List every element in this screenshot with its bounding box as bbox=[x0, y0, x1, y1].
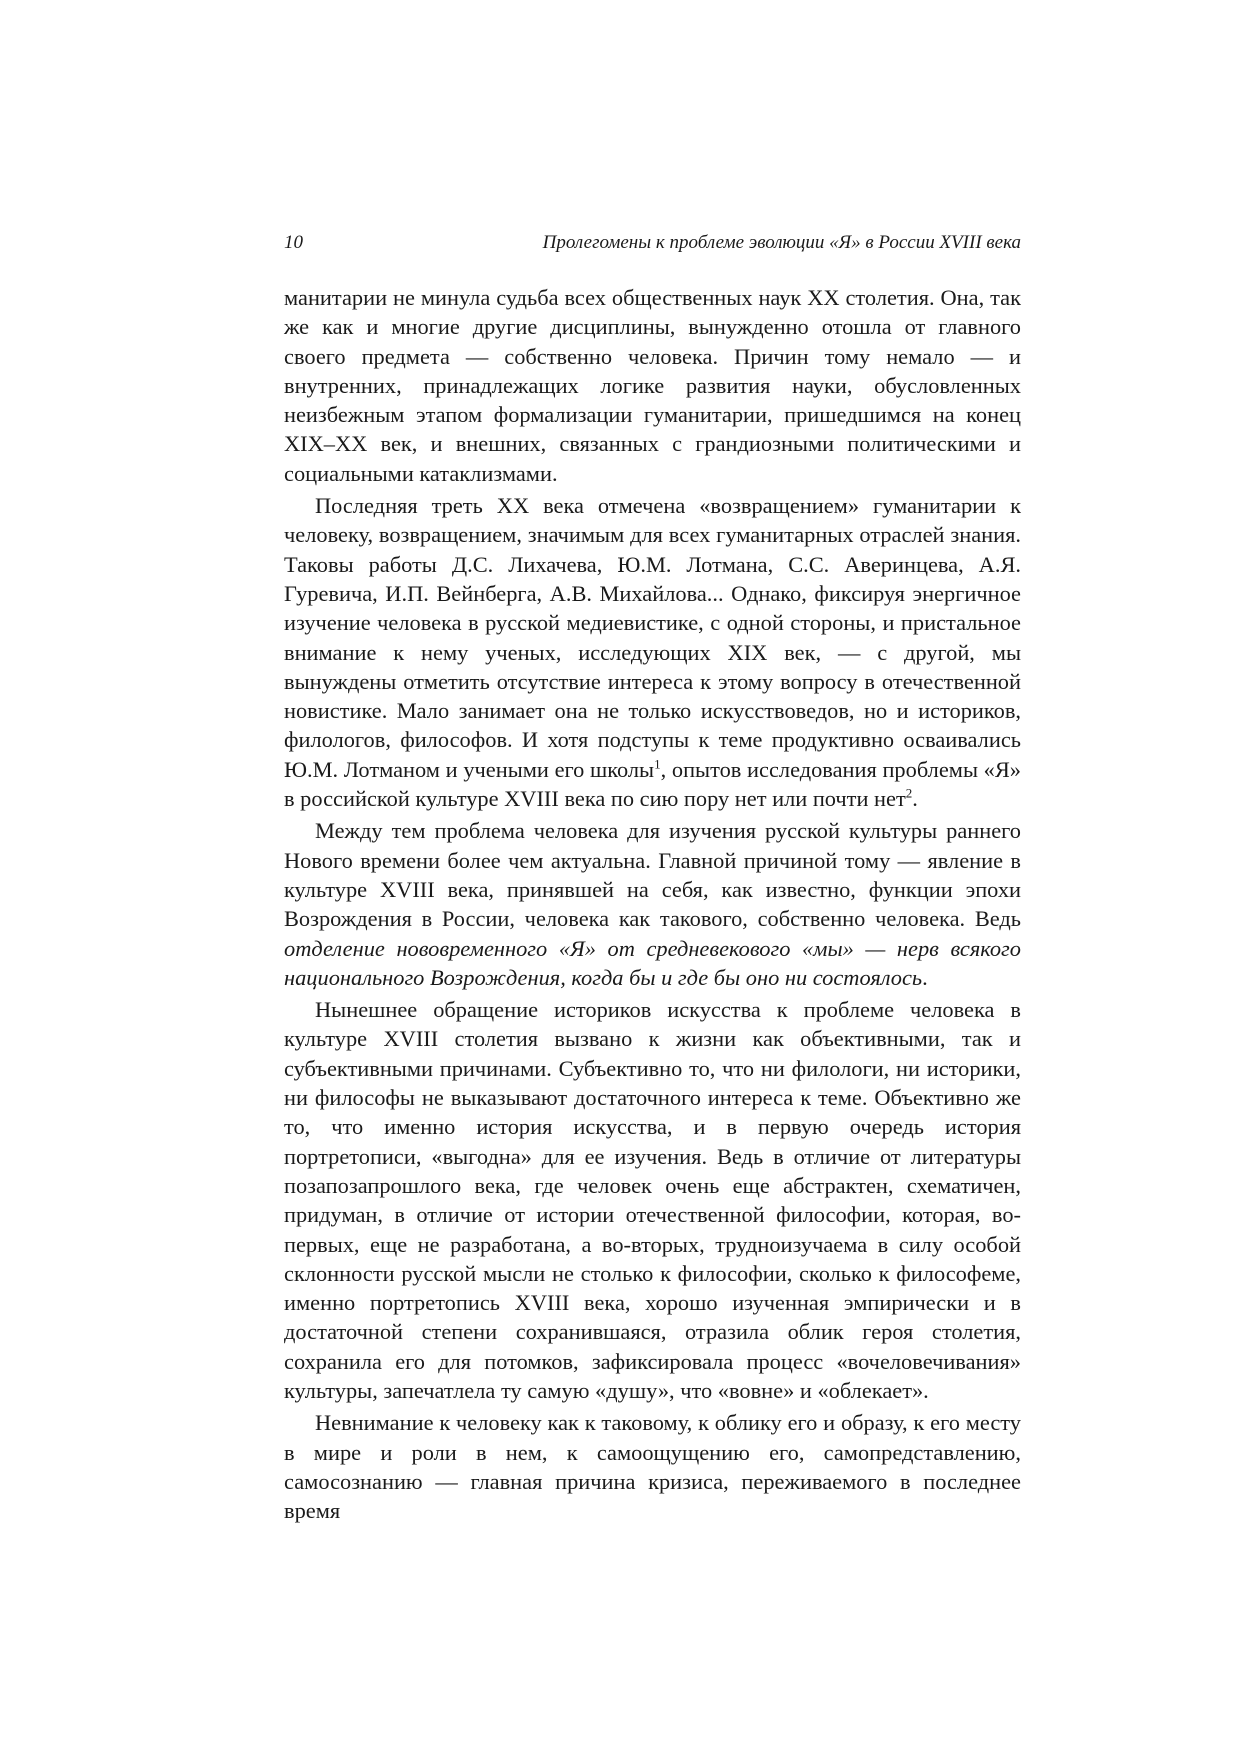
paragraph-2-text-b: , опытов исследования проблемы «Я» в российской культуре XVIII века по сию пору нет или почти нет bbox=[284, 756, 1021, 812]
footnote-marker-2[interactable]: 2 bbox=[905, 785, 913, 801]
paragraph-3-text-b: . bbox=[922, 964, 928, 990]
paragraph-5-text: Невнимание к человеку как к таковому, к облику его и образу, к его месту в мире и роли в нем, к самоощущению его, самопредставлению, самосознанию — главная причина кризиса, переживаемого в последнее время bbox=[284, 1410, 1021, 1524]
paragraph-3-emphasis: отделение нововременного «Я» от средневекового «мы» — нерв всякого национального Возрождения, когда бы и где бы оно ни состоялось bbox=[284, 935, 1021, 990]
paragraph-2 bbox=[284, 491, 1021, 813]
footnote-marker-1[interactable]: 1 bbox=[654, 756, 661, 772]
paragraph-1-text: манитарии не минула судьба всех общественных наук XX столетия. Она, так же как и многие другие дисциплины, вынужденно отошла от главного своего предмета — собственно человека. Причин тому немало — и внутренних, принадлежащих логике развития науки, обусловленных неизбежным этапом формализации гуманитарии, пришедшимся на конец XIX–XX век, и внешних, связанных с грандиозными политическими и социальными катаклизмами. bbox=[284, 285, 1021, 486]
paragraph-3 bbox=[284, 816, 1021, 992]
paragraph-2-text-c: . bbox=[912, 786, 918, 812]
paragraph-4 bbox=[284, 995, 1021, 1405]
body-text bbox=[284, 283, 1021, 1528]
page-number: 10 bbox=[284, 232, 303, 253]
paragraph-3-text-a: Между тем проблема человека для изучения русской культуры раннего Нового времени более чем актуальна. Главной причиной тому — явление в культуре XVIII века, принявшей на себя, как известно, функции эпохи Возрождения в России, человека как такового, собственно человека. Ведь bbox=[284, 818, 1021, 932]
paragraph-4-text: Нынешнее обращение историков искусства к проблеме человека в культуре XVIII столетия вызвано к жизни как объективными, так и субъективными причинами. Субъективно то, что ни филологи, ни историки, ни философы не выказывают достаточного интереса к теме. Объективно же то, что именно история искусства, и в первую очередь история портретописи, «выгодна» для ее изучения. Ведь в отличие от литературы позапозапрошлого века, где человек очень еще абстрактен, схематичен, придуман, в отличие от истории отечественной философии, которая, во-первых, еще не разработана, а во-вторых, трудноизучаема в силу особой склонности русской мысли не столько к философии, сколько к философеме, именно портретопись XVIII века, хорошо изученная эмпирически и в достаточной степени сохранившаяся, отразила облик героя столетия, сохранила его для потомков, зафиксировала процесс «вочеловечивания» культуры, запечатлела ту самую «душу», что «вовне» и «облекает». bbox=[284, 997, 1021, 1403]
paragraph-2-text-a: Последняя треть XX века отмечена «возвращением» гуманитарии к человеку, возвращением, значимым для всех гуманитарных отраслей знания. Таковы работы Д.С. Лихачева, Ю.М. Лотмана, С.С. Аверинцева, А.Я. Гуревича, И.П. Вейнберга, А.В. Михайлова... Однако, фиксируя энергичное изучение человека в русской медиевистике, с одной стороны, и пристальное внимание к нему ученых, исследующих XIX век, — с другой, мы вынуждены отметить отсутствие интереса к этому вопросу в отечественной новистике. Мало занимает она не только искусствоведов, но и историков, филологов, философов. И хотя подступы к теме продуктивно осваивались Ю.М. Лотманом и учеными его школы bbox=[284, 493, 1021, 782]
paragraph-1 bbox=[284, 283, 1021, 488]
running-title: Пролегомены к проблеме эволюции «Я» в России XVIII века bbox=[542, 232, 1021, 253]
paragraph-5 bbox=[284, 1408, 1021, 1525]
page-header bbox=[284, 228, 1021, 258]
